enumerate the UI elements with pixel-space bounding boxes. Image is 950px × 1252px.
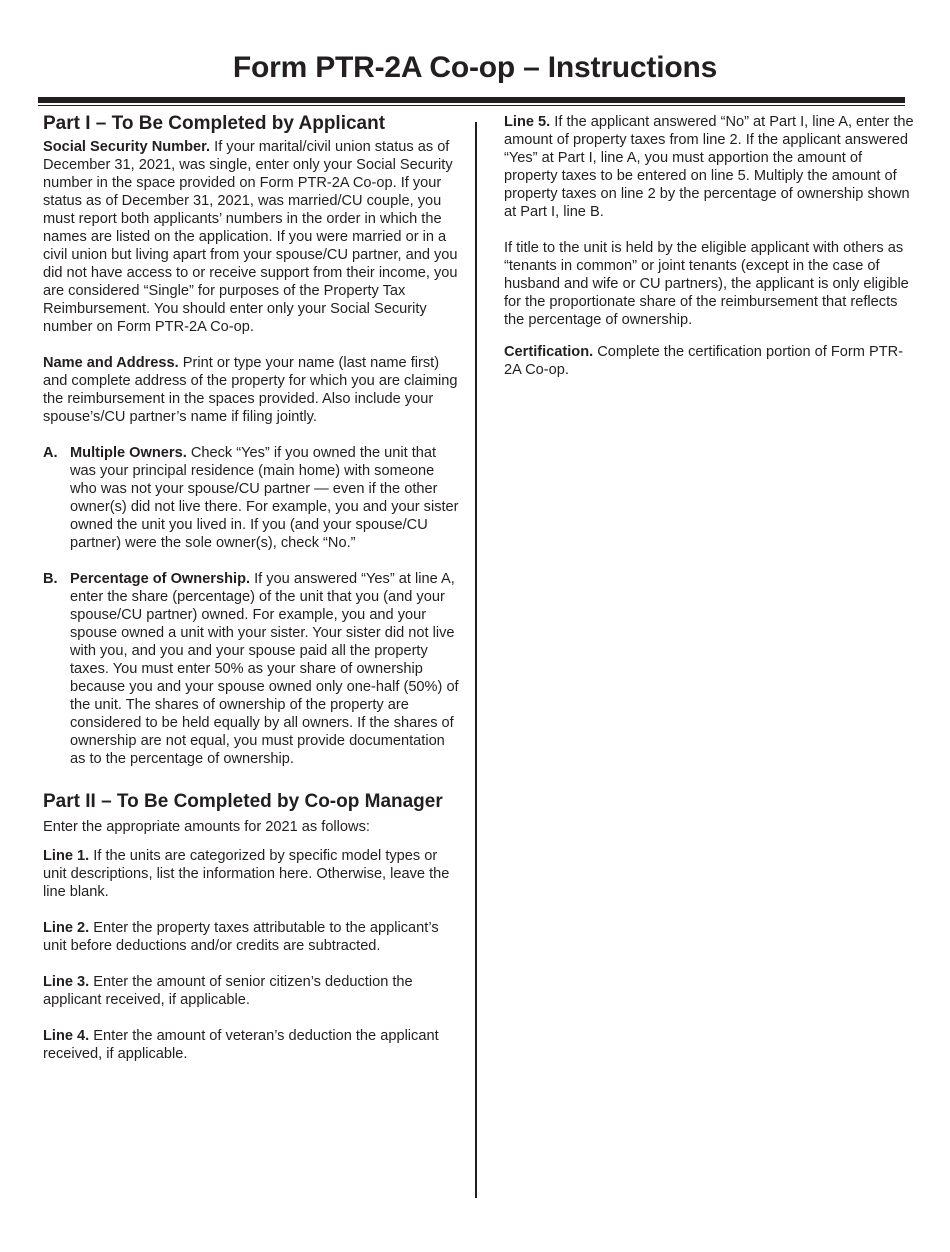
certification-label: Certification. [504, 344, 594, 360]
title-rule-thin [38, 105, 905, 107]
certification-paragraph [504, 343, 914, 379]
item-multiple-owners [43, 444, 463, 552]
item-marker: B. [43, 571, 58, 587]
ssn-label: Social Security Number. [43, 139, 211, 155]
line-text: Enter the amount of senior citizen’s deduction the applicant received, if applicable. [43, 974, 413, 1008]
right-column [504, 113, 914, 379]
part1-heading: Part I – To Be Completed by Applicant [43, 113, 386, 134]
name-address-label: Name and Address. [43, 355, 179, 371]
line-text: If the applicant answered “No” at Part I, line A, enter the amount of property taxes from line 2. If the applicant answered “Yes” at Part I, line A, you must apportion the amount of property taxes to be entered on line 5. Multiply the amount of property taxes on line 2 by the percentage of ownership shown at Part I, line B. [504, 114, 914, 220]
line-label: Line 2. [43, 920, 90, 936]
line-label: Line 3. [43, 974, 90, 990]
ssn-text: If your marital/civil union status as of December 31, 2021, was single, enter only your Social Security number in the space provided on Form PTR-2A Co-op. If your status as of December 31, 2021, was married/CU couple, you must report both applicants’ numbers in the order in which the names are listed on the application. If you were married or in a civil union but living apart from your spouse/CU partner, and you did not have access to or receive support from their income, you are considered “Single” for purposes of the Property Tax Reimbursement. You should enter only your Social Security number on Form PTR-2A Co-op. [43, 139, 458, 335]
item-body: If you answered “Yes” at line A, enter the share (percentage) of the unit that you (and your spouse/CU partner) owned. For example, you and your spouse owned a unit with your sister. Your sister did not live with you, and you and your spouse paid all the property taxes. You must enter 50% as your share of ownership because you and your spouse owned only one-half (50%) of the unit. The shares of ownership of the property are considered to be held equally by all owners. If the shares of ownership are not equal, you must provide documentation as to the percentage of ownership. [70, 571, 459, 767]
column-divider [475, 122, 477, 1198]
ssn-paragraph [43, 138, 463, 336]
line-label: Line 4. [43, 1028, 90, 1044]
line-text: Enter the amount of veteran’s deduction the applicant received, if applicable. [43, 1028, 439, 1062]
certification-text: Complete the certification portion of Form PTR-2A Co-op. [504, 344, 904, 378]
left-column [43, 112, 463, 1063]
item-text [70, 444, 463, 552]
item-marker: A. [43, 445, 58, 461]
line-5-paragraph [504, 113, 914, 221]
title-rule-thick [38, 97, 905, 103]
line-4-paragraph [43, 1027, 463, 1063]
part2-intro: Enter the appropriate amounts for 2021 as follows: [43, 819, 370, 835]
item-body: Check “Yes” if you owned the unit that was your principal residence (main home) with someone who was not your spouse/CU partner — even if the other owner(s) did not live there. For example, you and your sister owned the unit you lived in. If you (and your spouse/CU partner) were the sole owner(s), check “No.” [70, 445, 459, 551]
item-label: Percentage of Ownership. [70, 571, 251, 587]
line-label: Line 5. [504, 114, 551, 130]
name-address-text: Print or type your name (last name first) and complete address of the property for which you are claiming the reimbursement in the spaces provided. Also include your spouse’s/CU partner’s name if filing jointly. [43, 355, 458, 425]
line-2-paragraph [43, 919, 463, 955]
line-1-paragraph [43, 847, 463, 901]
page-title: Form PTR-2A Co-op – Instructions [232, 51, 718, 84]
line-text: If the units are categorized by specific model types or unit descriptions, list the information here. Otherwise, leave the line blank. [43, 848, 450, 900]
line-text: Enter the property taxes attributable to the applicant’s unit before deductions and/or credits are subtracted. [43, 920, 439, 954]
part2-heading: Part II – To Be Completed by Co-op Manager [43, 791, 443, 812]
line-label: Line 1. [43, 848, 90, 864]
item-percentage-of-ownership [43, 570, 463, 768]
item-text [70, 570, 463, 768]
name-address-paragraph [43, 354, 463, 426]
tenants-note: If title to the unit is held by the eligible applicant with others as “tenants in common” or joint tenants (except in the case of husband and wife or CU partners), the applicant is only eligible for the proportionate share of the reimbursement that reflects the percentage of ownership. [504, 240, 909, 328]
line-3-paragraph [43, 973, 463, 1009]
item-label: Multiple Owners. [70, 445, 187, 461]
